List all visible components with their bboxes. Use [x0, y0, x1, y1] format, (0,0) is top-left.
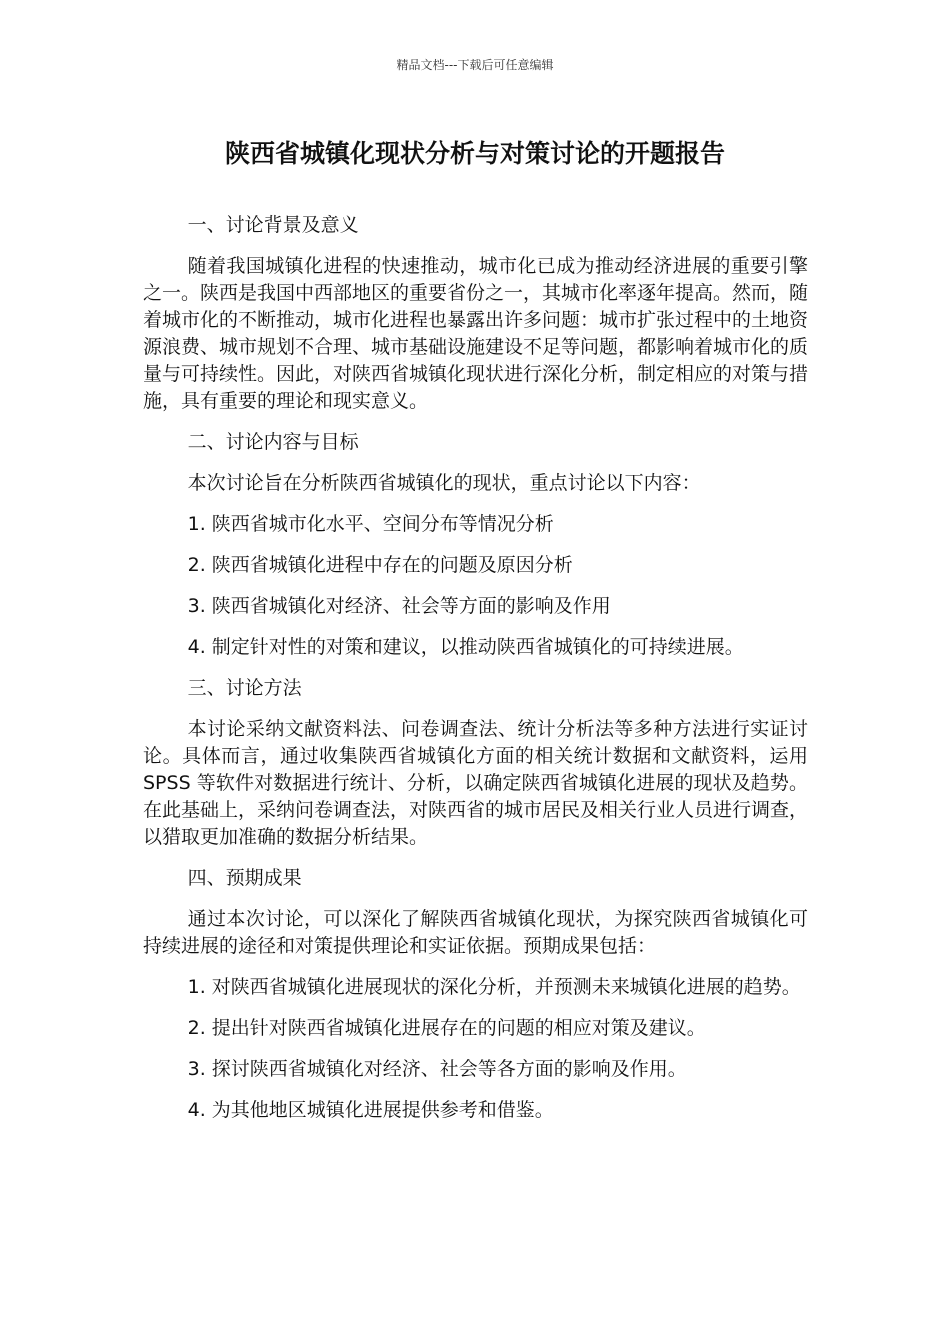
section-4-item: 4. 为其他地区城镇化进展提供参考和借鉴。	[187, 1099, 554, 1121]
section-2-heading: 二、讨论内容与目标	[187, 431, 359, 453]
section-4-item: 2. 提出针对陕西省城镇化进展存在的问题的相应对策及建议。	[187, 1017, 706, 1039]
section-2-item: 1. 陕西省城市化水平、空间分布等情况分析	[187, 513, 554, 535]
document-title: 陕西省城镇化现状分析与对策讨论的开题报告	[224, 139, 725, 168]
section-2-item: 2. 陕西省城镇化进程中存在的问题及原因分析	[187, 554, 573, 576]
section-3-heading: 三、讨论方法	[187, 677, 302, 699]
section-1-paragraph: 随着我国城镇化进程的快速推动，城市化已成为推动经济进展的重要引擎之一。陕西是我国中西部地区的重要省份之一，其城市化率逐年提高。然而，随着城市化的不断推动，城市化进程也暴露出许多问题：城市扩张过程中的土地资源浪费、城市规划不合理、城市基础设施建设不足等问题，都影响着城市化的质量与可持续性。因此，对陕西省城镇化现状进行深化分析，制定相应的对策与措施，具有重要的理论和现实意义。	[143, 255, 809, 412]
section-4-item: 1. 对陕西省城镇化进展现状的深化分析，并预测未来城镇化进展的趋势。	[187, 976, 801, 998]
document-body	[143, 212, 808, 1138]
section-2-intro: 本次讨论旨在分析陕西省城镇化的现状，重点讨论以下内容：	[187, 472, 701, 494]
section-3-paragraph: 本讨论采纳文献资料法、问卷调查法、统计分析法等多种方法进行实证讨论。具体而言，通过收集陕西省城镇化方面的相关统计数据和文献资料，运用 SPSS 等软件对数据进行统计、分析，以确定陕西省城镇化进展的现状及趋势。在此基础上，采纳问卷调查法，对陕西省的城市居民及相关行业人员进行调查，以猎取更加准确的数据分析结果。	[143, 718, 809, 848]
section-2-item: 3. 陕西省城镇化对经济、社会等方面的影响及作用	[187, 595, 611, 617]
section-4-intro: 通过本次讨论，可以深化了解陕西省城镇化现状，为探究陕西省城镇化可持续进展的途径和对策提供理论和实证依据。预期成果包括：	[143, 908, 808, 957]
section-4-heading: 四、预期成果	[187, 867, 302, 889]
section-2-item: 4. 制定针对性的对策和建议，以推动陕西省城镇化的可持续进展。	[187, 636, 744, 658]
section-1-heading: 一、讨论背景及意义	[187, 214, 359, 236]
section-4-item: 3. 探讨陕西省城镇化对经济、社会等各方面的影响及作用。	[187, 1058, 687, 1080]
header-watermark: 精品文档---下载后可任意编辑	[396, 58, 554, 72]
